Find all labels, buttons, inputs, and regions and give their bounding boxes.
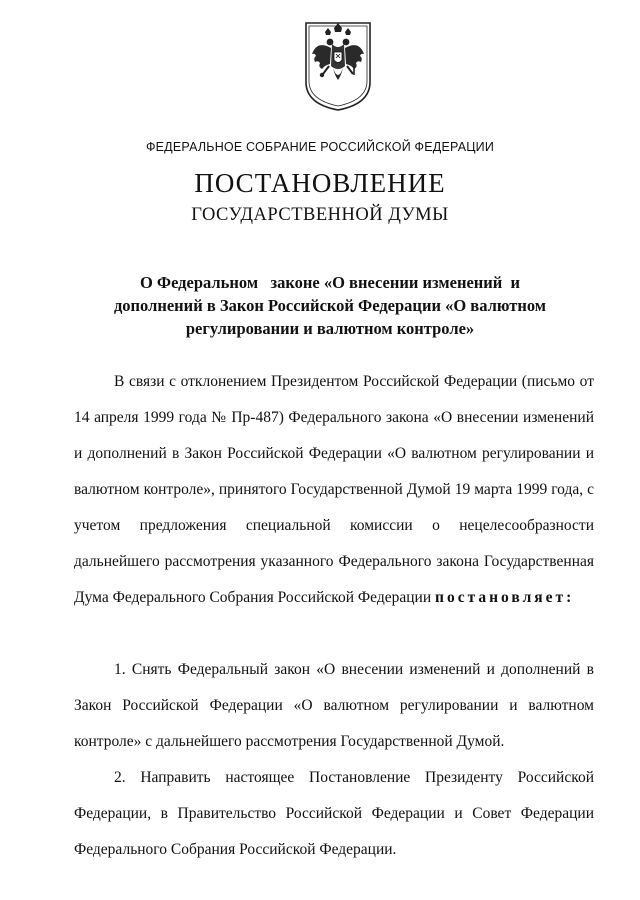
document-title	[95, 271, 565, 340]
paragraph-line: и дополнений в Закон Российской Федерации «О валютном регулировании и	[74, 445, 594, 462]
paragraph-line: Федерации, в Правительство Российской Федерации и Совет Федерации	[74, 805, 594, 822]
state-emblem-icon	[303, 20, 373, 112]
preamble-paragraph	[74, 364, 594, 616]
title-line: дополнений в Закон Российской Федерации «О валютном	[113, 296, 547, 315]
organization-name: ФЕДЕРАЛЬНОЕ СОБРАНИЕ РОССИЙСКОЙ ФЕДЕРАЦИИ	[145, 140, 495, 154]
paragraph-line: Закон Российской Федерации «О валютном регулировании и валютном	[74, 697, 594, 714]
paragraph-line: валютном контроле», принятого Государственной Думой 19 марта 1999 года, с	[74, 481, 594, 498]
title-line: регулировании и валютном контроле»	[185, 319, 475, 338]
issuing-body: ГОСУДАРСТВЕННОЙ ДУМЫ	[191, 205, 449, 225]
paragraph-line: 14 апреля 1999 года № Пр-487) Федерального закона «О внесении изменений	[74, 409, 594, 426]
paragraph-line: дальнейшего рассмотрения указанного Федерального закона Государственная	[74, 553, 594, 570]
paragraph-line: Федерального Собрания Российской Федерации.	[74, 841, 397, 858]
document-type: ПОСТАНОВЛЕНИЕ	[194, 168, 446, 198]
paragraph-line: 1. Снять Федеральный закон «О внесении изменений и дополнений в	[114, 661, 594, 678]
paragraph-line: В связи с отклонением Президентом Российской Федерации (письмо от	[114, 373, 594, 390]
decree-item-1	[74, 652, 594, 760]
title-line: О Федеральном законе «О внесении изменений и	[139, 273, 521, 292]
decree-item-2	[74, 760, 594, 868]
paragraph-line: контроле» с дальнейшего рассмотрения Государственной Думой.	[74, 733, 505, 750]
paragraph-line: Дума Федерального Собрания Российской Федерации	[74, 589, 432, 606]
paragraph-line: учетом предложения специальной комиссии о нецелесообразности	[74, 517, 594, 534]
paragraph-line: 2. Направить настоящее Постановление Президенту Российской	[114, 769, 594, 786]
decree-word: постановляет:	[435, 589, 575, 606]
paragraph-line-final	[74, 580, 594, 616]
